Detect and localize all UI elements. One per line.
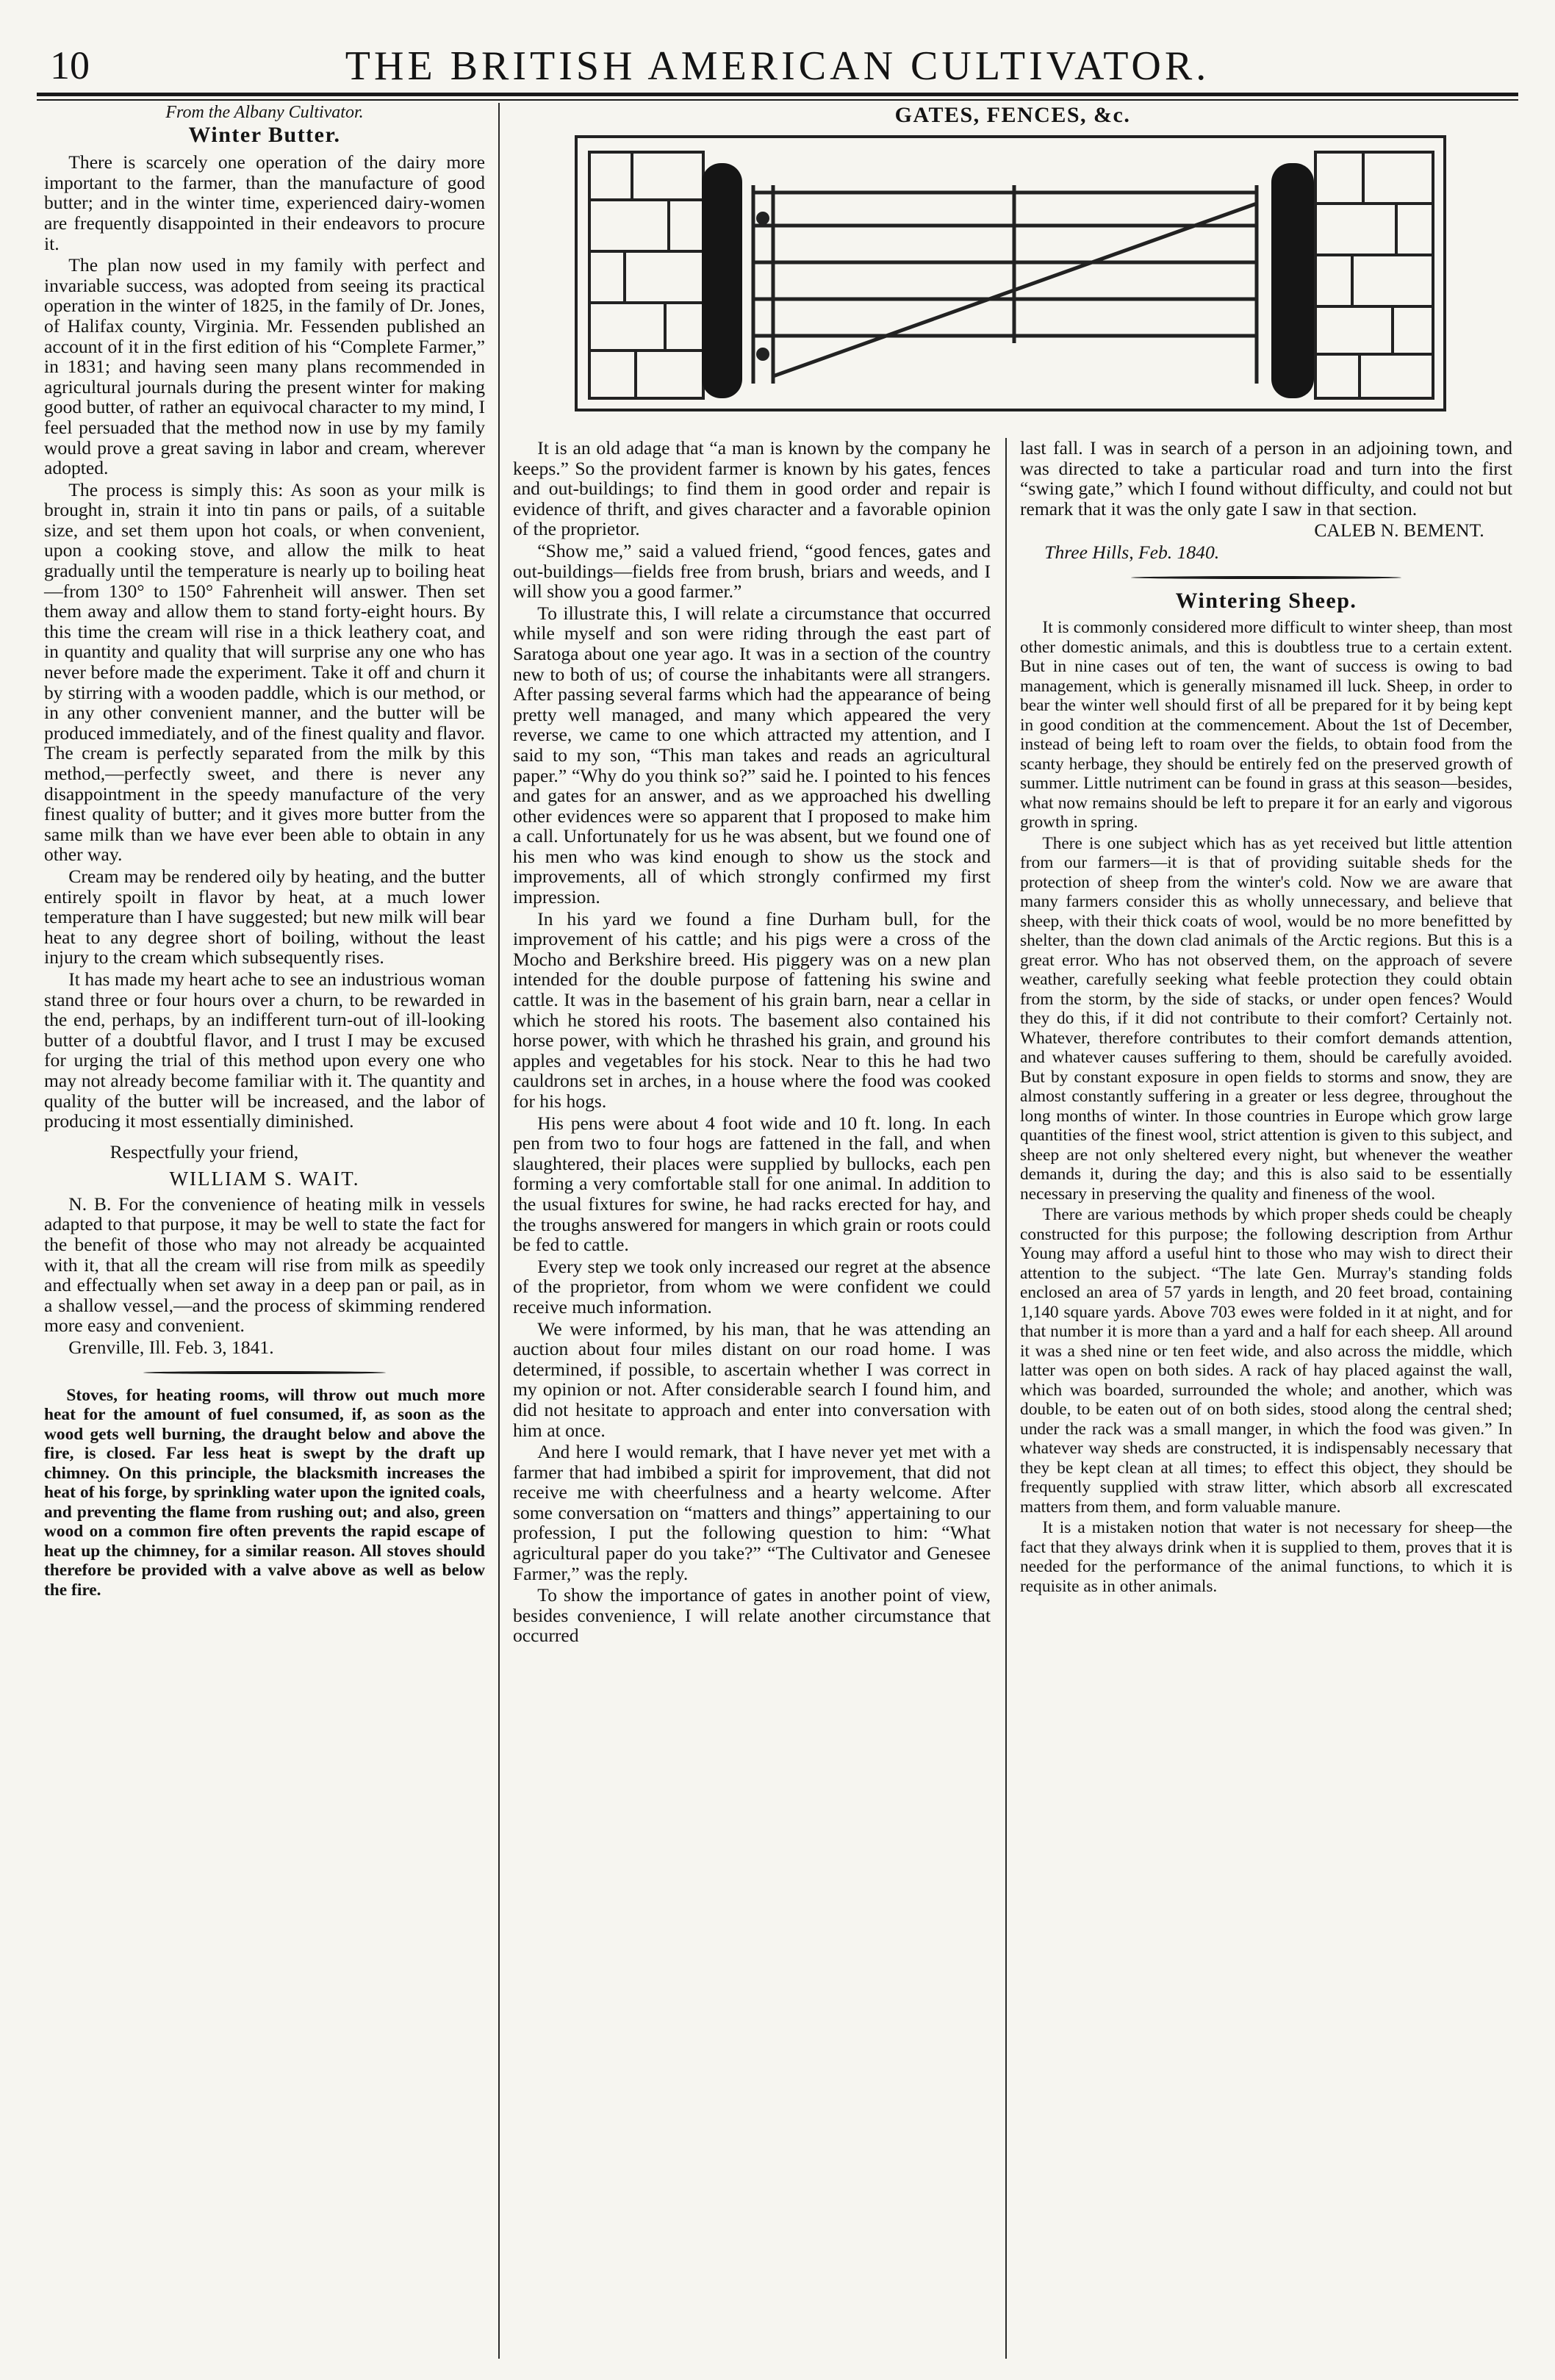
page-number: 10 [50,43,90,87]
article-paragraph: “Show me,” said a valued friend, “good fences, gates and out-buildings—fields free from brush, briars and weeds, and I will show you a good farmer.” [513,539,991,603]
nota-bene: N. B. For the convenience of heating milk in vessels adapted to that purpose, it may be well to state the fact for the benefit of those who may not already be acquainted with it, that all the cream will rise from milk as speedily and effectually when set away in a deep pan or pail, as in a shallow vessel,—and the process of skimming rendered more easy and convenient. [44,1193,485,1337]
column-1 [44,103,485,1601]
column-2 [513,438,991,1647]
article-heading-gates: GATES, FENCES, &c. [894,103,1131,127]
stoves-note: Stoves, for heating rooms, will throw out much more heat for the amount of fuel consumed, if, as soon as the wood gets well burning, the draught below and above the fire, is closed. Far less heat is swept by the draft up chimney. On this principle, the blacksmith increases the heat of his forge, by sprinkling water upon the ignited coals, and preventing the flame from rushing out; and also, green wood on a common fire often prevents the rapid escape of heat up the chimney, for a similar reason. All stoves should therefore be provided with a valve above as well as below the fire. [44,1385,485,1600]
section-divider [1131,576,1402,579]
article-heading-winter-butter: Winter Butter. [188,122,341,147]
article-source: From the Albany Cultivator. [165,103,364,122]
article-continuation: last fall. I was in search of a person in an adjoining town, and was directed to take a particular road and turn into the first “swing gate,” which I found without difficulty, and could not but remark that it was the only gate I saw in that section. [1020,437,1512,519]
article-heading-wintering-sheep: Wintering Sheep. [1175,588,1357,613]
article-paragraph: And here I would remark, that I have never yet met with a farmer that had imbibed a spirit for improvement, that did not receive me with cheerfulness and a hearty welcome. After some conversation on “matters and things” appertaining to our profession, I put the following question to him: “What agricultural paper do you take?” “The Cultivator and Genesee Farmer,” was the reply. [513,1441,991,1584]
article-paragraph: There is one subject which has as yet received but little attention from our farmers—it is that of providing suitable sheds for the protection of sheep from the winter's cold. Now we are aware that many farmers consider this as wholly unnecessary, and believe that sheep, with their thick coats of wool, would be no more benefitted by shelter, than the down clad animals of the Arctic regions. But this is a great error. Who has not observed them, on the approach of severe weather, carefully seeking what feeble protection they could obtain from the storm, by the side of stacks, or under open fences? Would they do this, if it did not contribute to their comfort? Certainly not. Whatever, therefore contributes to their comfort demands attention, and whatever causes suffering to them, should be carefully avoided. But by constant exposure in open fields to storms and snow, they are almost constantly suffering in a greater or less degree, throughout the long months of winter. In those countries in Europe which grow large quantities of the finest wool, strict attention is given to this subject, and sheep are not only sheltered every night, but whenever the weather demands it, during the day; and this is also said to be essentially necessary in preserving the quality and fineness of the wool. [1020,833,1512,1204]
article-paragraph: The plan now used in my family with perfect and invariable success, was adopted from seeing its practical operation in the winter of 1825, in the family of Dr. Jones, of Halifax county, Virginia. Mr. Fessenden published an account of it in the first edition of his “Complete Farmer,” in 1831; and having seen many plans recommended in agricultural journals during the present winter for making good butter, of rather an equivocal character to my mind, I feel persuaded that the method now in use by my family would prove a great saving in labor and cream, wherever adopted. [44,254,485,479]
author-signature: CALEB N. BEMENT. [1314,519,1484,542]
closing-salutation: Respectfully your friend, [109,1140,299,1162]
gate-icon [573,134,1448,413]
article-paragraph: Every step we took only increased our regret at the absence of the proprietor, from whom we were confident we could receive much information. [513,1255,991,1317]
article-paragraph: It is an old adage that “a man is known by the company he keeps.” So the provident farmer is known by his gates, fences and out-buildings; to find them in good order and repair is evidence of thrift, and gives character and a favorable opinion of the proprietor. [513,437,991,540]
article-paragraph: It has made my heart ache to see an industrious woman stand three or four hours over a churn, to be rewarded in the end, perhaps, by an indifferent turn-out of ill-looking butter of a doubtful flavor, and I trust I may be excused for urging the trial of this method upon every one who may not already become familiar with it. The quantity and quality of the butter will be increased, and the labor of producing it most essentially diminished. [44,968,485,1132]
column-divider-2 [1005,438,1007,2359]
place-date: Three Hills, Feb. 1840. [1044,541,1220,563]
article-paragraph: To show the importance of gates in another point of view, besides convenience, I will relate another circumstance that occurred [513,1584,991,1647]
article-paragraph: It is a mistaken notion that water is not necessary for sheep—the fact that they always drink when it is supplied to them, proves that it is needed for the performance of the animal functions, to which it is requisite as in other animals. [1020,1518,1512,1596]
article-paragraph: Cream may be rendered oily by heating, and the butter entirely spoilt in flavor by heat, at a much lower temperature than I have suggested; but new milk will bear heat to any degree short of boiling, without the least injury to the cream which subsequently rises. [44,865,485,968]
column-3 [1020,438,1512,1597]
article-paragraph: We were informed, by his man, that he was attending an auction about four miles distant on our road home. I was determined, if possible, to ascertain whether I was correct in my opinion or not. After considerable search I found him, and did not hesitate to approach and enter into conversation with him at once. [513,1317,991,1441]
author-signature: WILLIAM S. WAIT. [169,1168,360,1190]
publication-title: THE BRITISH AMERICAN CULTIVATOR. [345,43,1210,89]
article-paragraph: There are various methods by which proper sheds could be cheaply constructed for this purpose; the following description from Arthur Young may afford a useful hint to those who may wish to direct their attention to the subject. “The late Gen. Murray's standing folds enclosed an area of 57 yards in length, and 20 feet broad, containing 1,140 square yards. Above 703 ewes were folded in it at night, and for that number it is more than a yard and a half for each sheep. All around it was a shed nine or ten feet wide, and also across the middle, which latter was open on both sides. A rack of hay placed against the wall, which was boarded, surrounded the whole; and another, which was double, to be eaten out of on both sides, stood along the central shed; under the rack was a small manger, in which the food was given.” In whatever way sheds are constructed, it is indispensably necessary that they be kept clean at all times; to effect this object, they should be frequently supplied with straw litter, which absorb all excrescated matters from them, and form valuable manure. [1020,1205,1512,1517]
section-divider [143,1371,386,1374]
masthead [37,38,1518,91]
article-paragraph: It is commonly considered more difficult to winter sheep, than most other domestic animals, and this is doubtless true to a certain extent. But in nine cases out of ten, the want of success is owing to bad management, which is generally misnamed ill luck. Sheep, in order to bear the winter well should first of all be prepared for it by being kept in good condition at the commencement. About the 1st of December, instead of being left to roam over the fields, to obtain food from the scanty herbage, they should be entirely fed on the preserved growth of summer. Little nutriment can be found in grass at this season—besides, what now remains should be left to prepare it for an early and vigorous growth in spring. [1020,618,1512,833]
header-rule-thick [37,93,1518,96]
article-paragraph: His pens were about 4 foot wide and 10 ft. long. In each pen from two to four hogs are fattened in the fall, and when slaughtered, their places were supplied by bullocks, each pen forming a very comfortable stall for one animal. In addition to the usual fixtures for swine, he had racks erected for hay, and the troughs answered for mangers in which grain or roots could be fed to cattle. [513,1112,991,1256]
article-paragraph: In his yard we found a fine Durham bull, for the improvement of his cattle; and his pigs were a cross of the Mocho and Berkshire breed. His piggery was on a new plan intended for the double purpose of fattening his swine and cattle. It was in the basement of his grain barn, near a cellar in which he stored his roots. The basement also contained his horse power, with which he thrashed his grain, and ground his apples and vegetables for his stock. Near to this he had two cauldrons set in arches, in a house where the food was cooked for his hogs. [513,907,991,1112]
column-divider-1 [498,103,500,2359]
article-paragraph: There is scarcely one operation of the dairy more important to the farmer, than the manufacture of good butter; and in the winter time, experienced dairy-women are frequently disappointed in their endeavors to procure it. [44,151,485,254]
article-paragraph: To illustrate this, I will relate a circumstance that occurred while myself and son were riding through the east part of Saratoga about one year ago. It was in a section of the country new to both of us; of course the inhabitants were all strangers. After passing several farms which had the appearance of being pretty well managed, and many which appeared the very reverse, we came to one which attracted my attention, and I said to my son, “This man takes and reads an agricultural paper.” “Why do you think so?” said he. I pointed to his fences and gates for an answer, and as we approached his dwelling other evidences were so apparent that I proposed to make him a call. Unfortunately for us he was absent, but we found one of his men who was kind enough to show us the stock and improvements, all of which strongly confirmed my first impression. [513,602,991,908]
article-paragraph: The process is simply this: As soon as your milk is brought in, strain it into tin pans or pails, of a suitable size, and set them upon hot coals, or when convenient, upon a cooking stove, and allow the milk to heat gradually until the temperature is nearly up to boiling heat—from 130° to 150° Fahrenheit will answer. Then set them away and allow them to stand forty-eight hours. By this time the cream will rise in a thick leathery coat, and in quantity and quality that will surprise any one who has never before made the experiment. Take it off and churn it by stirring with a wooden paddle, which is our method, or in any other convenient manner, and the butter will be produced immediately, and of the finest quality and flavor. The cream is perfectly separated from the milk by this method,—perfectly sweet, and there is never any disappointment in the speedy manufacture of the very finest quality of butter; and it gives more butter from the same milk than we have ever been able to obtain in any other way. [44,478,485,866]
place-date: Grenville, Ill. Feb. 3, 1841. [68,1337,274,1359]
header-rule-thin [37,99,1518,101]
